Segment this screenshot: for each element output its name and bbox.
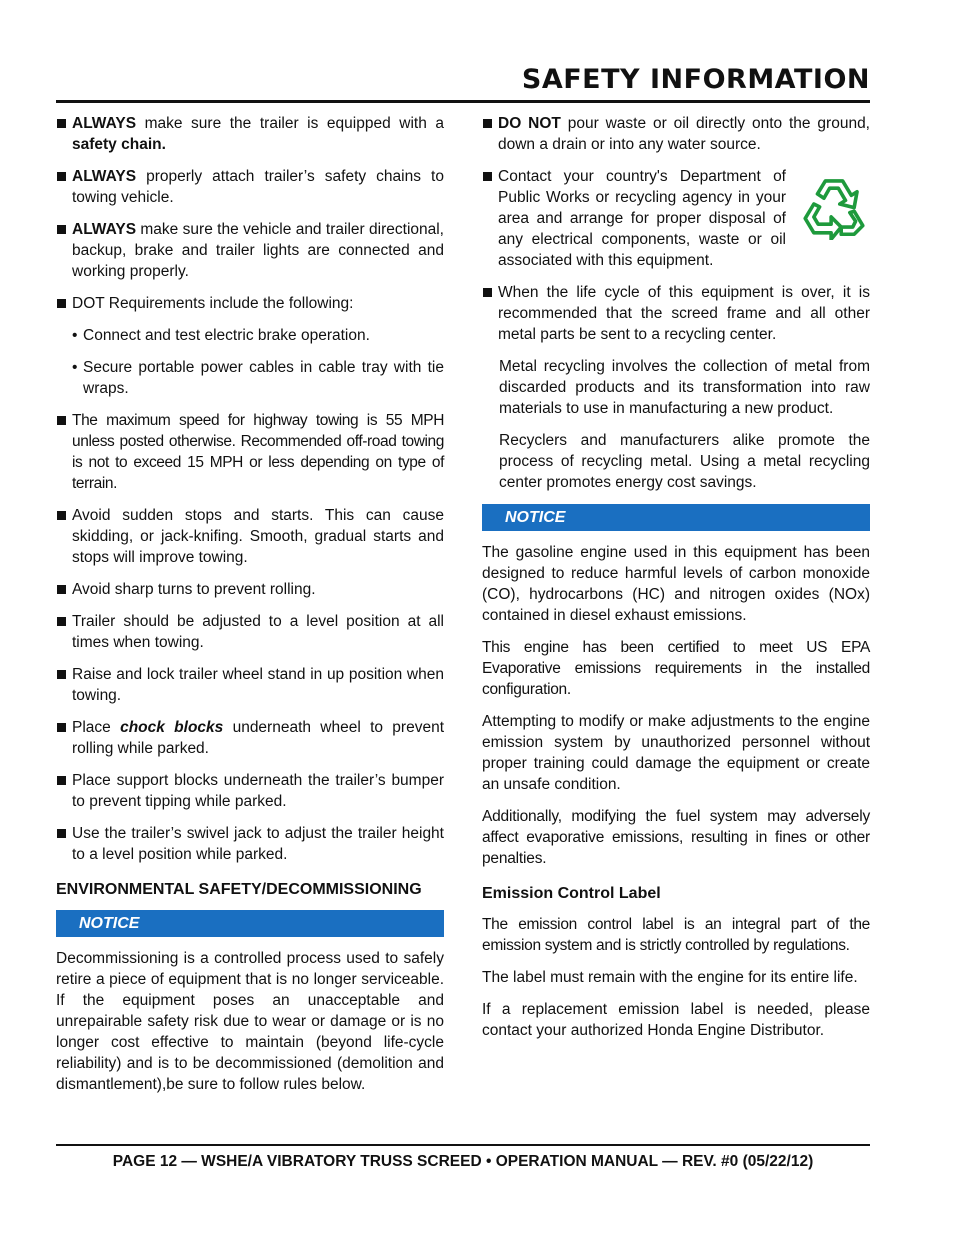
notice-banner: NOTICE (56, 910, 444, 937)
header-rule (56, 100, 870, 103)
list-item: Avoid sudden stops and starts. This can cause skidding, or jack-knifing. Smooth, gradual starts and stops will improve towing. (56, 505, 444, 568)
list-item: ALWAYS make sure the vehicle and trailer directional, backup, brake and trailer lights are connected and working properly. (56, 219, 444, 282)
paragraph: Attempting to modify or make adjustments to the engine emission system by unauthorized personnel without proper training could damage the equipment or create an unsafe condition. (482, 713, 870, 793)
section-heading: ENVIRONMENTAL SAFETY/DECOMMISSIONING (56, 881, 422, 898)
list-item: DO NOT pour waste or oil directly onto the ground, down a drain or into any water source. (482, 113, 870, 155)
paragraph: This engine has been certified to meet US EPA Evaporative emissions requirements in the installed configuration. (482, 639, 870, 698)
paragraph: The emission control label is an integral part of the emission system and is strictly controlled by regulations. (482, 916, 870, 954)
list-item: Place chock blocks underneath wheel to prevent rolling while parked. (56, 717, 444, 759)
list-item: Trailer should be adjusted to a level position at all times when towing. (56, 611, 444, 653)
section-heading: Emission Control Label (482, 885, 661, 902)
paragraph: Decommissioning is a controlled process used to safely retire a piece of equipment that is no longer serviceable. If the equipment poses an unacceptable and unrepairable safety risk due to wear or damage or is no longer cost effective to maintain (beyond life-cycle reliability) and is to be decommissioned (demolition and dismantlement),be sure to follow rules below. (56, 950, 444, 1093)
list-item: Contact your country's Department of Public Works or recycling agency in your area and arrange for proper disposal of any electrical components, waste or oil associated with this equipment. (482, 166, 786, 271)
page-footer: PAGE 12 — WSHE/A VIBRATORY TRUSS SCREED • OPERATION MANUAL — REV. #0 (05/22/12) (112, 1153, 814, 1170)
recycle-icon (798, 168, 870, 240)
recycle-block (482, 166, 870, 271)
paragraph: Metal recycling involves the collection of metal from discarded products and its transformation into raw materials to use in manufacturing a new product. (499, 358, 870, 417)
list-item: DOT Requirements include the following: (56, 293, 444, 314)
right-column (482, 113, 870, 1052)
page-title: SAFETY INFORMATION (521, 64, 870, 95)
bullet-dot-icon: • (72, 359, 78, 376)
sub-list-item: • Secure portable power cables in cable tray with tie wraps. (72, 359, 444, 397)
paragraph: Additionally, modifying the fuel system may adversely affect evaporative emissions, resulting in fines or other penalties. (482, 808, 870, 867)
list-item: ALWAYS properly attach trailer’s safety chains to towing vehicle. (56, 166, 444, 208)
left-column (56, 113, 444, 1106)
list-item: Place support blocks underneath the trailer’s bumper to prevent tipping while parked. (56, 770, 444, 812)
footer-rule (56, 1144, 870, 1146)
bullet-dot-icon: • (72, 327, 78, 344)
list-item: When the life cycle of this equipment is over, it is recommended that the screed frame and all other metal parts be sent to a recycling center. (482, 282, 870, 345)
list-item: The maximum speed for highway towing is 55 MPH unless posted otherwise. Recommended off-road towing is not to exceed 15 MPH or less depending on type of terrain. (56, 410, 444, 494)
list-item: ALWAYS make sure the trailer is equipped with a safety chain. (56, 113, 444, 155)
paragraph: Recyclers and manufacturers alike promote the process of recycling metal. Using a metal recycling center promotes energy cost savings. (499, 432, 870, 491)
list-item: Avoid sharp turns to prevent rolling. (56, 579, 444, 600)
list-item: Raise and lock trailer wheel stand in up position when towing. (56, 664, 444, 706)
paragraph: The gasoline engine used in this equipment has been designed to reduce harmful levels of carbon monoxide (CO), hydrocarbons (HC) and nitrogen oxides (NOx) contained in diesel exhaust emissions. (482, 544, 870, 624)
list-item: Use the trailer’s swivel jack to adjust the trailer height to a level position while parked. (56, 823, 444, 865)
sub-list-item: • Connect and test electric brake operation. (72, 327, 370, 344)
paragraph: If a replacement emission label is needed, please contact your authorized Honda Engine Distributor. (482, 1001, 870, 1039)
paragraph: The label must remain with the engine for its entire life. (482, 969, 858, 986)
notice-banner: NOTICE (482, 504, 870, 531)
